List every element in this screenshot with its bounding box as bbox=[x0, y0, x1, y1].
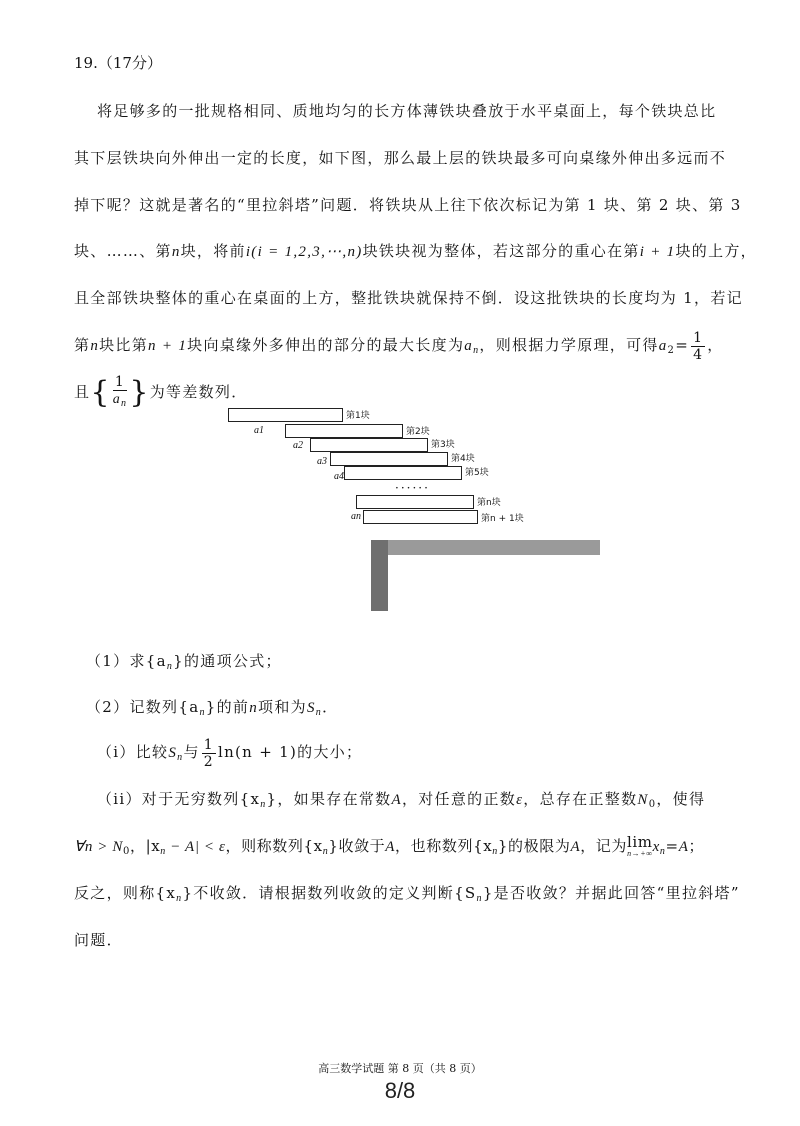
table-top bbox=[371, 540, 600, 555]
problem-text-line-2: 其下层铁块向外伸出一定的长度，如下图，那么最上层的铁块最多可向桌缘外伸出多远而不 bbox=[74, 149, 727, 167]
block-3 bbox=[310, 438, 428, 452]
problem-text-line-3: 掉下呢？这就是著名的“里拉斜塔”问题．将铁块从上往下依次标记为第 1 块、第 2 块、第 3 bbox=[74, 196, 742, 214]
problem-text-line-1: 将足够多的一批规格相同、质地均匀的长方体薄铁块叠放于水平桌面上，每个铁块总比 bbox=[97, 102, 717, 120]
offset-label-a2: a2 bbox=[293, 440, 303, 451]
question-2-ii-line-2: ∀n > $N_0$，$|x_n - A| < \varepsilon$，则称数列$\{x_n\}$收敛于A，也称数列$\{x_n\}$的极限为A，记为 lim n→+∞ $x_n=A$； bbox=[74, 833, 705, 858]
block-5 bbox=[344, 466, 462, 480]
question-2-i: （i）比较$S_n$与 $\frac{1}{2}$ ln(n + 1)的大小； bbox=[97, 736, 363, 770]
offset-label-a4: a4 bbox=[334, 471, 344, 482]
offset-label-a1: a1 bbox=[254, 425, 264, 436]
question-1: （1）求$\{a_n\}$的通项公式； bbox=[86, 652, 282, 672]
problem-text-line-6: 第n块比第n + 1块向桌缘外多伸出的部分的最大长度为$a_n$，则根据力学原理，可得$a_2=$ $\frac{1}{4}$ ， bbox=[74, 329, 724, 363]
question-2: （2）记数列$\{a_n\}$的前n项和为$S_n$． bbox=[86, 698, 339, 718]
block-label-4: 第4块 bbox=[451, 454, 475, 464]
table-leg bbox=[371, 540, 388, 611]
question-2-ii-line-1: （ii）对于无穷数列$\{x_n\}$，如果存在常数A，对任意的正数ε，总存在正整数$N_0$，使得 bbox=[97, 790, 706, 810]
exam-footer: 高三数学试题 第 8 页（共 8 页） bbox=[318, 1062, 482, 1075]
problem-number: 19.（17分） bbox=[74, 54, 162, 72]
block-label-1: 第1块 bbox=[346, 411, 370, 421]
block-2 bbox=[285, 424, 403, 438]
block-n-plus-1 bbox=[363, 510, 478, 524]
problem-text-line-7: 且{ $\frac{1}{a_n}$ }为等差数列． bbox=[74, 374, 248, 410]
fraction-one-quarter: $\frac{1}{4}$ bbox=[693, 329, 704, 363]
block-label-3: 第3块 bbox=[431, 440, 455, 450]
question-2-ii-line-3: 反之，则称$\{x_n\}$不收敛．请根据数列收敛的定义判断$\{S_n\}$是否收敛？并据此回答“里拉斜塔” bbox=[74, 884, 740, 904]
block-n bbox=[356, 495, 474, 509]
ellipsis-dots: ······ bbox=[395, 481, 430, 495]
block-label-2: 第2块 bbox=[406, 427, 430, 437]
page-indicator: 8/8 bbox=[384, 1078, 416, 1103]
offset-label-an: an bbox=[351, 511, 361, 522]
block-1 bbox=[228, 408, 343, 422]
fraction-one-half: $\frac{1}{2}$ bbox=[203, 736, 214, 770]
problem-text-line-4: 块、……、第n块，将前i(i = 1,2,3,⋯,n)块铁块视为整体，若这部分的重心在第i + 1块的上方， bbox=[74, 242, 757, 260]
question-2-ii-line-4: 问题． bbox=[74, 931, 123, 949]
block-label-5: 第5块 bbox=[465, 468, 489, 478]
fraction-reciprocal-an: $\frac{1}{a_n}$ bbox=[112, 374, 128, 409]
block-4 bbox=[330, 452, 448, 466]
problem-text-line-5: 且全部铁块整体的重心在桌面的上方，整批铁块就保持不倒．设这批铁块的长度均为 1，若记 bbox=[74, 289, 743, 307]
block-label-n: 第n块 bbox=[477, 498, 501, 508]
offset-label-a3: a3 bbox=[317, 456, 327, 467]
block-label-n-plus-1: 第n + 1块 bbox=[481, 514, 524, 524]
